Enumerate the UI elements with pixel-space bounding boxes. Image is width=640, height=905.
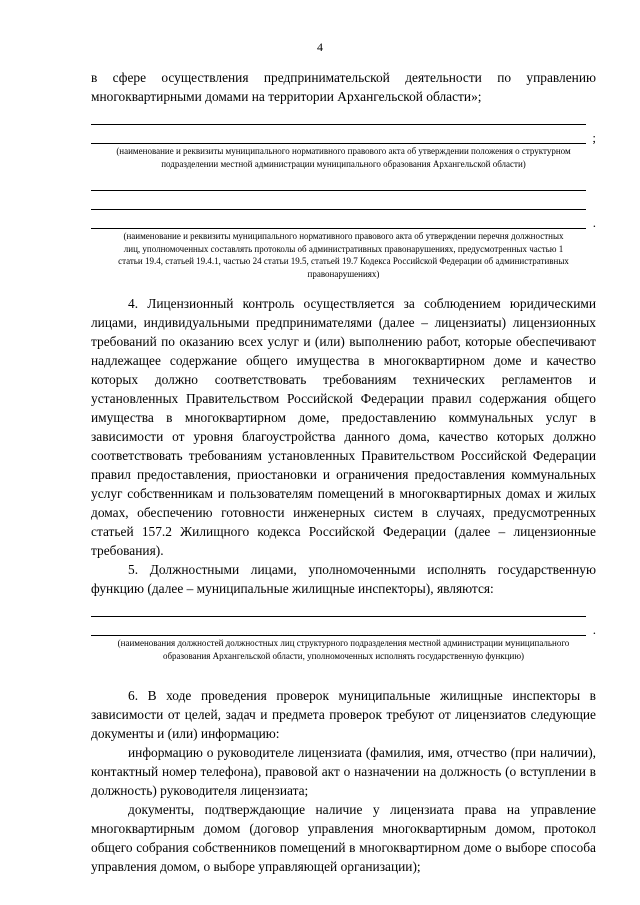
paragraph-5: 5. Должностными лицами, уполномоченными исполнять государственную функцию (далее – муниципальные жилищные инспекторы), являются: <box>91 562 596 596</box>
document-body <box>91 68 596 876</box>
fill-line <box>91 197 586 210</box>
blank-line <box>91 193 596 210</box>
line-end-mark: . <box>592 622 596 637</box>
paragraph-6-item-1: информацию о руководителе лицензиата (фамилия, имя, отчество (при наличии), контактный номер телефона), правовой акт о назначении на должность (о вступлении в должность) руководителя лицензиата; <box>91 745 596 798</box>
line-end-mark: . <box>592 215 596 230</box>
blank-line <box>91 619 596 636</box>
caption-3: (наименования должностей должностных лиц структурного подразделения местной администрации муниципального образования Архангельской области, уполномоченных исполнять государственную функцию) <box>117 638 570 661</box>
fill-line <box>91 623 586 636</box>
blank-line <box>91 127 596 144</box>
paragraph-4: 4. Лицензионный контроль осуществляется за соблюдением юридическими лицами, индивидуальными предпринимателями (далее – лицензиаты) лицензионных требований по оказанию всех услуг и (или) выполнению работ, которые обеспечивают надлежащее содержание общего имущества в многоквартирном доме и качество которых должно соответствовать требованиям технических регламентов и установленных Правительством Российской Федерации правил содержания общего имущества в многоквартирном доме, предоставлению коммунальных услуг в зависимости от уровня благоустройства данного дома, качество которых должно соответствовать требованиям установленных Правительством Российской Федерации правил предоставления, приостановки и ограничения предоставления коммунальных услуг собственникам и пользователям помещений в многоквартирных домах и жилых домах, обеспечению готовности инженерных систем в случаях, предусмотренных статьей 157.2 Жилищного кодекса Российской Федерации (далее – лицензионные требования). <box>91 296 596 558</box>
fill-line <box>91 112 586 125</box>
blank-line <box>91 108 596 125</box>
fill-line <box>91 131 586 144</box>
paragraph-6: 6. В ходе проведения проверок муниципальные жилищные инспекторы в зависимости от целей, задач и предмета проверок требуют от лицензиатов следующие документы и (или) информацию: <box>91 688 596 741</box>
line-end-mark: ; <box>592 130 596 145</box>
blank-block-1 <box>91 108 596 170</box>
paragraph-6-item-2: документы, подтверждающие наличие у лицензиата права на управление многоквартирным домом (договор управления многоквартирным домом, протокол общего собрания собственников помещений в многоквартирном доме о выборе способа управления домом, о выборе управляющей организации); <box>91 802 596 874</box>
caption-2: (наименование и реквизиты муниципального нормативного правового акта об утверждении перечня должностных лиц, уполномоченных составлять протоколы об административных правонарушениях, предусмотренных частью 1 статьи 19.4, статьей 19.4.1, частью 24 статьи 19.5, статьей 19.7 Кодекса Российской Федерации об административных правонарушениях) <box>118 231 569 279</box>
blank-block-3 <box>91 600 596 662</box>
blank-line <box>91 600 596 617</box>
fill-line <box>91 604 586 617</box>
fill-line <box>91 178 586 191</box>
fill-line <box>91 216 586 229</box>
blank-block-2 <box>91 174 596 280</box>
paragraph-intro: в сфере осуществления предпринимательской деятельности по управлению многоквартирными домами на территории Архангельской области»; <box>91 70 596 104</box>
page-number: 4 <box>317 40 323 54</box>
blank-line <box>91 212 596 229</box>
caption-1: (наименование и реквизиты муниципального нормативного правового акта об утверждении положения о структурном подразделении местной администрации муниципального образования Архангельской области) <box>116 146 571 169</box>
blank-line <box>91 174 596 191</box>
